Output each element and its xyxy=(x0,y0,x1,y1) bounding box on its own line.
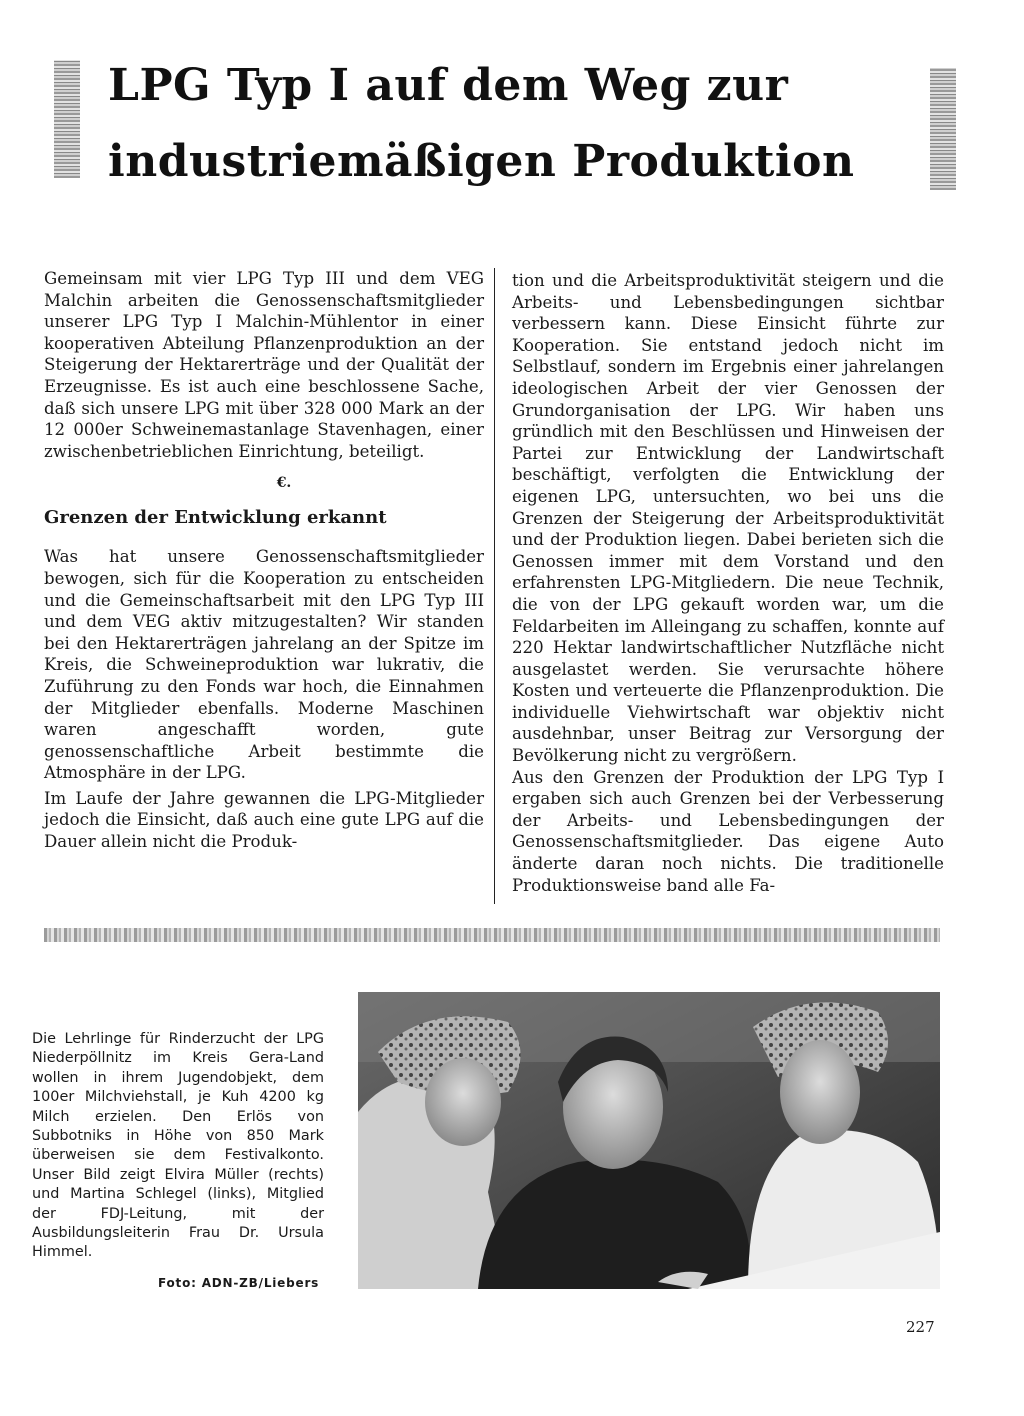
photo-credit: Foto: ADN-ZB/Liebers xyxy=(158,1276,320,1290)
photo-caption: Die Lehrlinge für Rinderzucht der LPG Niederpöllnitz im Kreis Gera-Land wollen in ihrem Jugendobjekt, dem 100er Milchviehstall, je Kuh 4200 kg Milch erzielen. Den Erlös von Subbotniks in Höhe von 850 Mark überweisen sie dem Festivalkonto. Unser Bild zeigt Elvira Müller (rechts) und Martina Schlegel (links), Mitglied der FDJ-Leitung, mit der Ausbildungsleiterin Frau Dr. Ursula Himmel. xyxy=(32,1031,324,1261)
title-line-1: LPG Typ I auf dem Weg zur xyxy=(108,60,789,111)
title-ornament-left xyxy=(54,60,80,178)
column-divider xyxy=(494,268,495,904)
body-paragraph: Was hat unsere Genossenschaftsmitglieder bewogen, sich für die Kooperation zu entscheiden und die Gemeinschaftsarbeit mit den LPG Typ III und dem VEG aktiv mitzugestalten? Wir standen bei den Hektarerträgen jahrelang an der Spitze im Kreis, die Schweineproduktion war lukrativ, die Zuführung zu den Fonds war hoch, die Einnahmen der Mitglieder ebenfalls. Moderne Maschinen waren angeschafft worden, gute genossenschaftliche Arbeit bestimmte die Atmosphäre in der LPG. xyxy=(44,547,484,783)
body-paragraph: Aus den Grenzen der Produktion der LPG Typ I ergaben sich auch Grenzen bei der Verbesserung der Arbeits- und Lebensbedingungen der Genossenschaftsmitglieder. Das eigene Auto änderte daran noch nichts. Die traditionelle Produktionsweise band alle Fa- xyxy=(512,767,944,895)
left-column xyxy=(44,268,484,853)
body-paragraph: Im Laufe der Jahre gewannen die LPG-Mitglieder jedoch die Einsicht, daß auch eine gute LPG auf die Dauer allein nicht die Produk- xyxy=(44,788,484,852)
section-heading: Grenzen der Entwicklung erkannt xyxy=(44,507,387,529)
title-line-2: industriemäßigen Produktion xyxy=(108,136,855,187)
photo-image xyxy=(358,992,940,1289)
title-ornament-right xyxy=(930,68,956,190)
section-divider xyxy=(44,928,940,942)
photo xyxy=(358,992,940,1289)
right-column xyxy=(512,270,944,896)
section-mark: €. xyxy=(276,475,292,492)
intro-paragraph: Gemeinsam mit vier LPG Typ III und dem VEG Malchin arbeiten die Genossenschaftsmitglieder unserer LPG Typ I Malchin-Mühlentor in einer kooperativen Abteilung Pflanzenproduktion an der Steigerung der Hektarerträge und der Qualität der Erzeugnisse. Es ist auch eine beschlossene Sache, daß sich unsere LPG mit über 328 000 Mark an der 12 000er Schweinemastanlage Stavenhagen, einer zwischenbetrieblichen Einrichtung, beteiligt. xyxy=(44,269,484,461)
page-number: 227 xyxy=(906,1318,935,1336)
article-title xyxy=(48,52,958,192)
body-paragraph: tion und die Arbeitsproduktivität steigern und die Arbeits- und Lebensbedingungen sichtbar verbessern kann. Diese Einsicht führte zur Kooperation. Sie entstand jedoch nicht im Selbstlauf, sondern im Ergebnis einer jahrelangen ideologischen Arbeit der vier Genossen der Grundorganisation der LPG. Wir haben uns gründlich mit den Beschlüssen und Hinweisen der Partei zur Entwicklung der Landwirtschaft beschäftigt, verfolgten die Entwicklung der eigenen LPG, untersuchten, wo bei uns die Grenzen der Steigerung der Arbeitsproduktivität und der Produktion liegen. Dabei berieten sich die Genossen immer mit dem Vorstand und den erfahrensten LPG-Mitgliedern. Die neue Technik, die von der LPG gekauft worden war, um die Feldarbeiten im Alleingang zu schaffen, konnte auf 220 Hektar landwirtschaftlicher Nutzfläche nicht ausgelastet werden. Sie verursachte höhere Kosten und verteuerte die Pflanzenproduktion. Die individuelle Viehwirtschaft war objektiv nicht ausdehnbar, unser Beitrag zur Versorgung der Bevölkerung nicht zu vergrößern. xyxy=(512,271,944,766)
